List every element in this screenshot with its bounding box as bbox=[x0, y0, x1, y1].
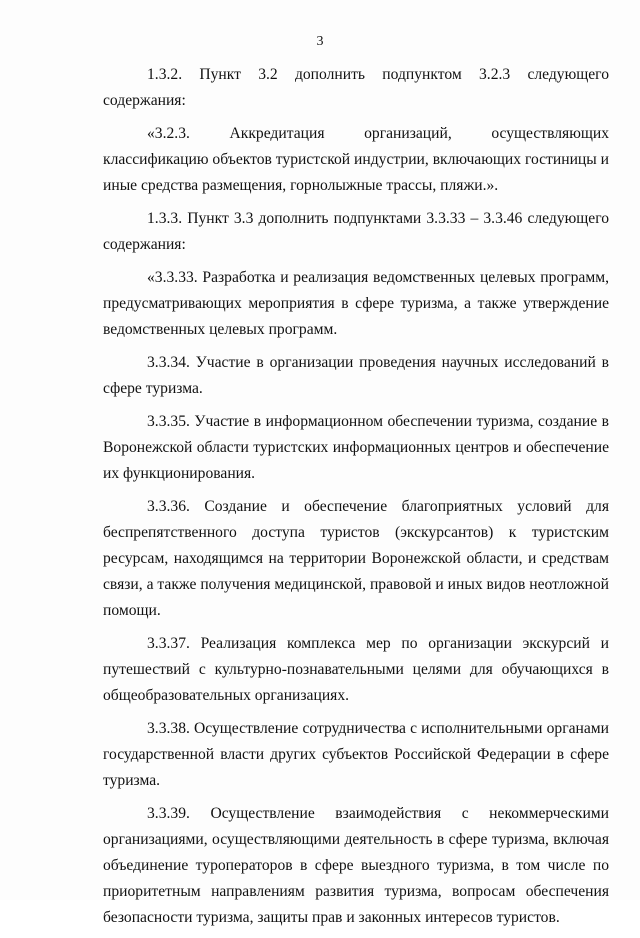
paragraph-3-3-36: 3.3.36. Создание и обеспечение благоприятных условий для беспрепятственного доступа туристов (экскурсантов) к туристским ресурсам, находящимся на территории Воронежской области, и средствам связи, а также получения медицинской, правовой и иных видов неотложной помощи. bbox=[103, 498, 609, 619]
paragraph-3-3-34: 3.3.34. Участие в организации проведения научных исследований в сфере туризма. bbox=[103, 354, 609, 397]
paragraph-1-3-2: 1.3.2. Пункт 3.2 дополнить подпунктом 3.2.3 следующего содержания: bbox=[103, 66, 609, 109]
document-body bbox=[103, 62, 609, 938]
paragraph-3-3-35: 3.3.35. Участие в информационном обеспечении туризма, создание в Воронежской области туристских информационных центров и обеспечение их функционирования. bbox=[103, 413, 609, 482]
paragraph-3-2-3: «3.2.3. Аккредитация организаций, осуществляющих классификацию объектов туристской индустрии, включающих гостиницы и иные средства размещения, горнолыжные трассы, пляжи.». bbox=[103, 125, 609, 194]
paragraph-3-3-33: «3.3.33. Разработка и реализация ведомственных целевых программ, предусматривающих мероприятия в сфере туризма, а также утверждение ведомственных целевых программ. bbox=[103, 269, 609, 338]
paragraph-3-3-37: 3.3.37. Реализация комплекса мер по организации экскурсий и путешествий с культурно-познавательными целями для обучающихся в общеобразовательных организациях. bbox=[103, 635, 609, 704]
paragraph-1-3-3: 1.3.3. Пункт 3.3 дополнить подпунктами 3.3.33 – 3.3.46 следующего содержания: bbox=[103, 210, 609, 253]
page-number: 3 bbox=[316, 34, 324, 49]
paragraph-3-3-39: 3.3.39. Осуществление взаимодействия с некоммерческими организациями, осуществляющими деятельность в сфере туризма, включая объединение туроператоров в сфере выездного туризма, в том числе по приоритетным направлениям развития туризма, вопросам обеспечения безопасности туризма, защиты прав и законных интересов туристов. bbox=[103, 805, 609, 926]
paragraph-3-3-38: 3.3.38. Осуществление сотрудничества с исполнительными органами государственной власти других субъектов Российской Федерации в сфере туризма. bbox=[103, 720, 609, 789]
